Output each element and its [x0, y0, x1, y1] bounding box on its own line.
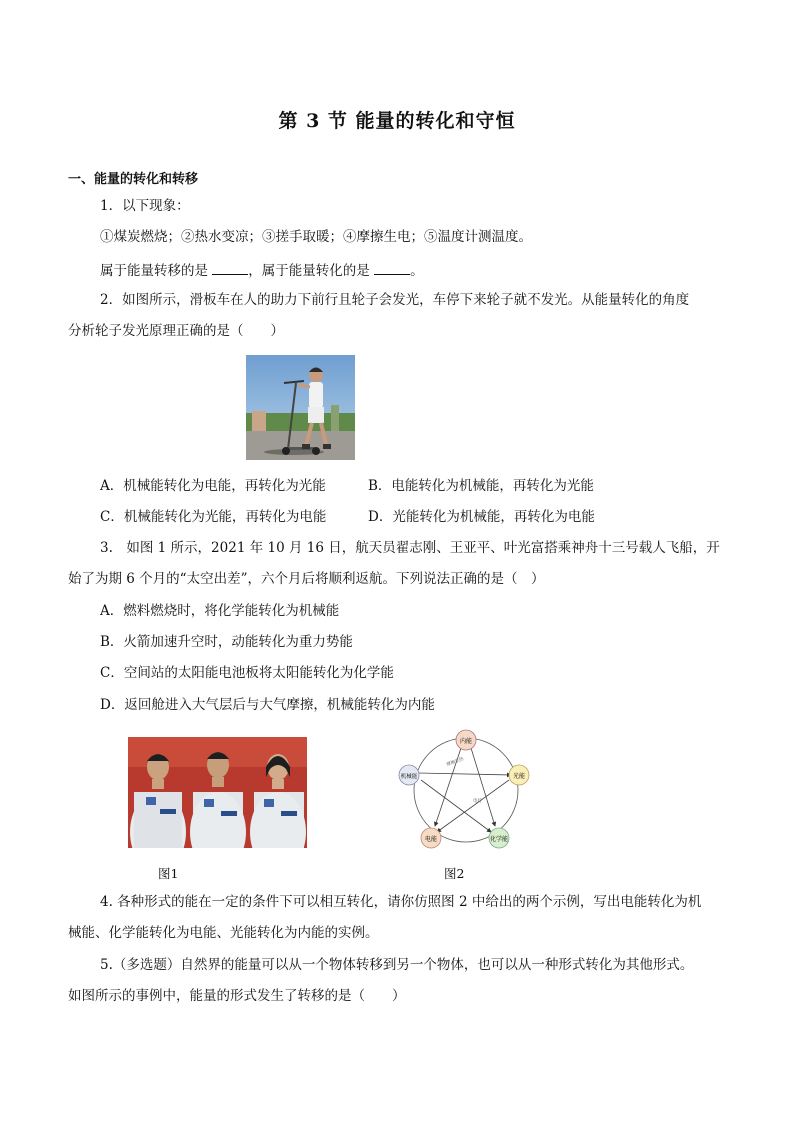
q3-line2: 始了为期 6 个月的“太空出差”，六个月后将顺利返航。下列说法正确的是（ ）	[68, 571, 545, 587]
q5-line1: 5.（多选题）自然界的能量可以从一个物体转移到另一个物体，也可以从一种形式转化为其他形式。	[100, 957, 694, 973]
q2-option-d[interactable]: D．光能转化为机械能，再转化为电能	[368, 509, 595, 525]
q1-stem: 1．以下现象：	[100, 198, 190, 214]
q3-line1: 3. 如图 1 所示，2021 年 10 月 16 日，航天员翟志刚、王亚平、叶光富搭乘神舟十三号载人飞船，开	[100, 540, 720, 556]
node-internal-energy	[456, 730, 476, 750]
svg-text:内能: 内能	[459, 738, 473, 745]
figure2-caption: 图2	[444, 866, 465, 881]
q4-line1: 4. 各种形式的能在一定的条件下可以相互转化，请你仿照图 2 中给出的两个示例，写出电能转化为机	[100, 894, 702, 910]
q3-option-b[interactable]: B．火箭加速升空时，动能转化为重力势能	[100, 634, 353, 650]
q1-prompt	[100, 263, 424, 279]
q3-option-a[interactable]: A．燃料燃烧时，将化学能转化为机械能	[100, 603, 340, 619]
section-heading: 一、能量的转化和转移	[68, 172, 199, 187]
q5-line2: 如图所示的事例中，能量的形式发生了转移的是（ ）	[68, 988, 406, 1004]
q1-prompt-end: 。	[410, 263, 424, 279]
node-electric-energy	[421, 828, 441, 848]
q1-prompt-a: 属于能量转移的是	[100, 263, 213, 279]
energy-diagram	[395, 728, 537, 852]
q1-answer-blank-1[interactable]	[212, 263, 248, 275]
scooter-photo	[246, 355, 355, 460]
svg-text:光能: 光能	[512, 773, 526, 780]
astronauts-photo	[128, 737, 307, 848]
q2-option-c[interactable]: C．机械能转化为光能，再转化为电能	[100, 509, 327, 525]
q2-option-a[interactable]: A．机械能转化为电能，再转化为光能	[100, 478, 326, 494]
svg-text:机械能: 机械能	[400, 774, 418, 780]
node-chemical-energy	[489, 828, 509, 848]
node-mechanical-energy	[399, 765, 419, 785]
q3-option-d[interactable]: D．返回舱进入大气层后与大气摩擦，机械能转化为内能	[100, 697, 435, 713]
q3-option-c[interactable]: C．空间站的太阳能电池板将太阳能转化为化学能	[100, 665, 394, 681]
q2-option-b[interactable]: B．电能转化为机械能，再转化为光能	[368, 478, 594, 494]
svg-text:电能: 电能	[424, 836, 438, 843]
q2-line2: 分析轮子发光原理正确的是（ ）	[68, 323, 284, 339]
q1-prompt-b: ，属于能量转化的是	[248, 263, 375, 279]
svg-text:化学能: 化学能	[489, 836, 509, 843]
page-title: 第 3 节 能量的转化和守恒	[278, 110, 516, 132]
q2-line1: 2．如图所示，滑板车在人的助力下前行且轮子会发光，车停下来轮子就不发光。从能量转化的角度	[100, 292, 690, 308]
arrow-label-friction: 摩擦生热	[445, 757, 465, 768]
figure1-caption: 图1	[158, 866, 179, 881]
q4-line2: 械能、化学能转化为电能、光能转化为内能的实例。	[68, 925, 379, 941]
node-light-energy	[509, 765, 529, 785]
q1-items: ①煤炭燃烧；②热水变凉；③搓手取暖；④摩擦生电；⑤温度计测温度。	[100, 229, 532, 245]
arrow-label-lamp: 电灯	[473, 799, 482, 804]
q1-answer-blank-2[interactable]	[374, 263, 410, 275]
